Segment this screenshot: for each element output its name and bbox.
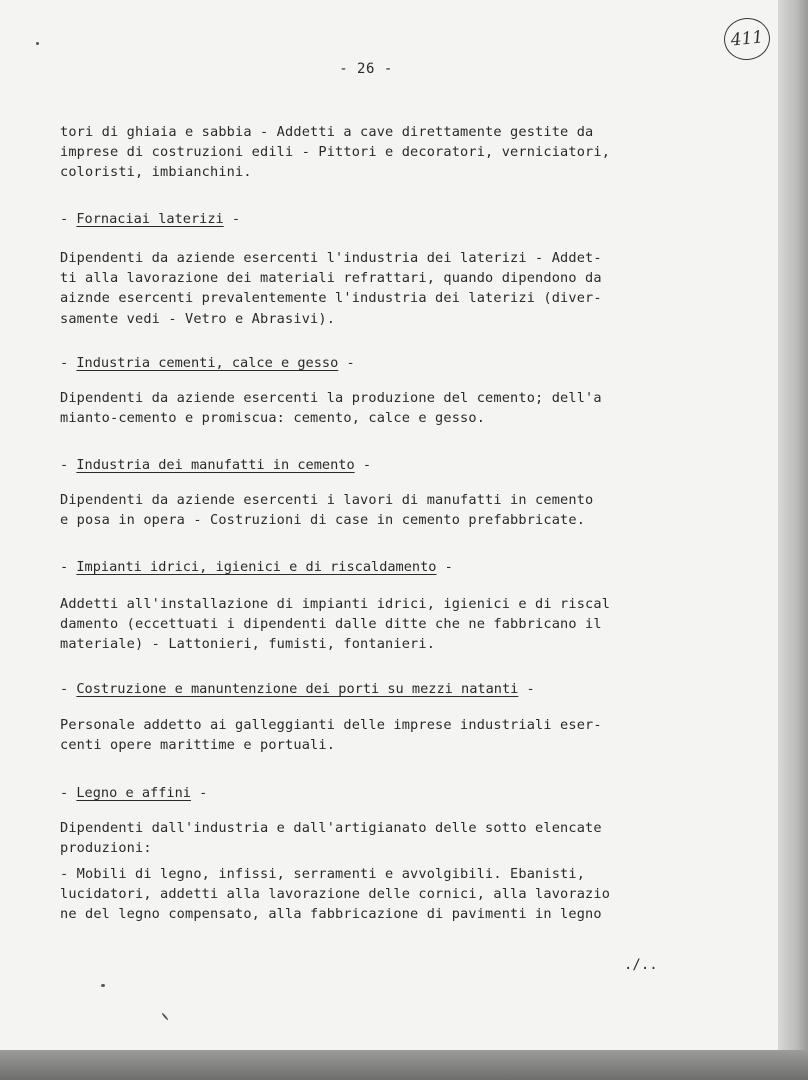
section-body-manufatti: Dipendenti da aziende esercenti i lavori di manufatti in cemento e posa in opera - Costruzioni di case in cemento prefabbricate. xyxy=(60,492,594,529)
scan-edge-right xyxy=(778,0,808,1080)
section-heading-porti: - Costruzione e manuntenzione dei porti su mezzi natanti - xyxy=(60,681,535,697)
section-body-cementi: Dipendenti da aziende esercenti la produzione del cemento; dell'a mianto-cemento e promiscua: cemento, calce e gesso. xyxy=(60,390,602,427)
section-heading-fornaciai: - Fornaciai laterizi - xyxy=(60,211,241,227)
section-title: Legno e affini xyxy=(76,785,191,801)
section-body-impianti: Addetti all'installazione di impianti idrici, igienici e di riscal damento (eccettuati i dipendenti dalle ditte che ne fabbricano il materiale) - Lattonieri, fumisti, fontanieri. xyxy=(60,596,611,653)
section-title: Costruzione e manuntenzione dei porti su mezzi natanti xyxy=(76,681,519,697)
section-body-fornaciai: Dipendenti da aziende esercenti l'industria dei laterizi - Addet- ti alla lavorazione dei materiali refrattari, quando dipendono da aiznde esercenti prevalentemente l'industria dei laterizi (diver- samente vedi - Vetro e Abrasivi). xyxy=(60,250,602,327)
section-heading-manufatti: - Industria dei manufatti in cemento - xyxy=(60,457,372,473)
section-heading-impianti: - Impianti idrici, igienici e di riscaldamento - xyxy=(60,559,453,575)
section-title: Industria dei manufatti in cemento xyxy=(76,457,355,473)
section-heading-cementi: - Industria cementi, calce e gesso - xyxy=(60,355,355,371)
scan-edge-bottom xyxy=(0,1050,808,1080)
scan-speck xyxy=(101,984,105,987)
scan-speck xyxy=(161,1012,168,1020)
continuation-mark: ./.. xyxy=(624,957,658,973)
section-body-legno: Dipendenti dall'industria e dall'artigianato delle sotto elencate produzioni: xyxy=(60,820,602,857)
section-body-porti: Personale addetto ai galleggianti delle imprese industriali eser- centi opere marittime e portuali. xyxy=(60,717,602,754)
section-title: Impianti idrici, igienici e di riscaldamento xyxy=(76,559,437,575)
list-item-mobili: - Mobili di legno, infissi, serramenti e avvolgibili. Ebanisti, lucidatori, addetti alla lavorazione delle cornici, alla lavorazio ne del legno compensato, alla fabbricazione di pavimenti in legno xyxy=(60,866,611,923)
section-heading-legno: - Legno e affini - xyxy=(60,785,208,801)
intro-paragraph: tori di ghiaia e sabbia - Addetti a cave direttamente gestite da imprese di costruzioni edili - Pittori e decoratori, verniciatori, coloristi, imbianchini. xyxy=(60,124,611,181)
page-number: - 26 - xyxy=(339,61,393,77)
scan-speck xyxy=(36,42,39,45)
section-title: Industria cementi, calce e gesso xyxy=(76,355,339,371)
section-title: Fornaciai laterizi xyxy=(76,211,224,227)
archive-stamp: 411 xyxy=(722,16,772,63)
